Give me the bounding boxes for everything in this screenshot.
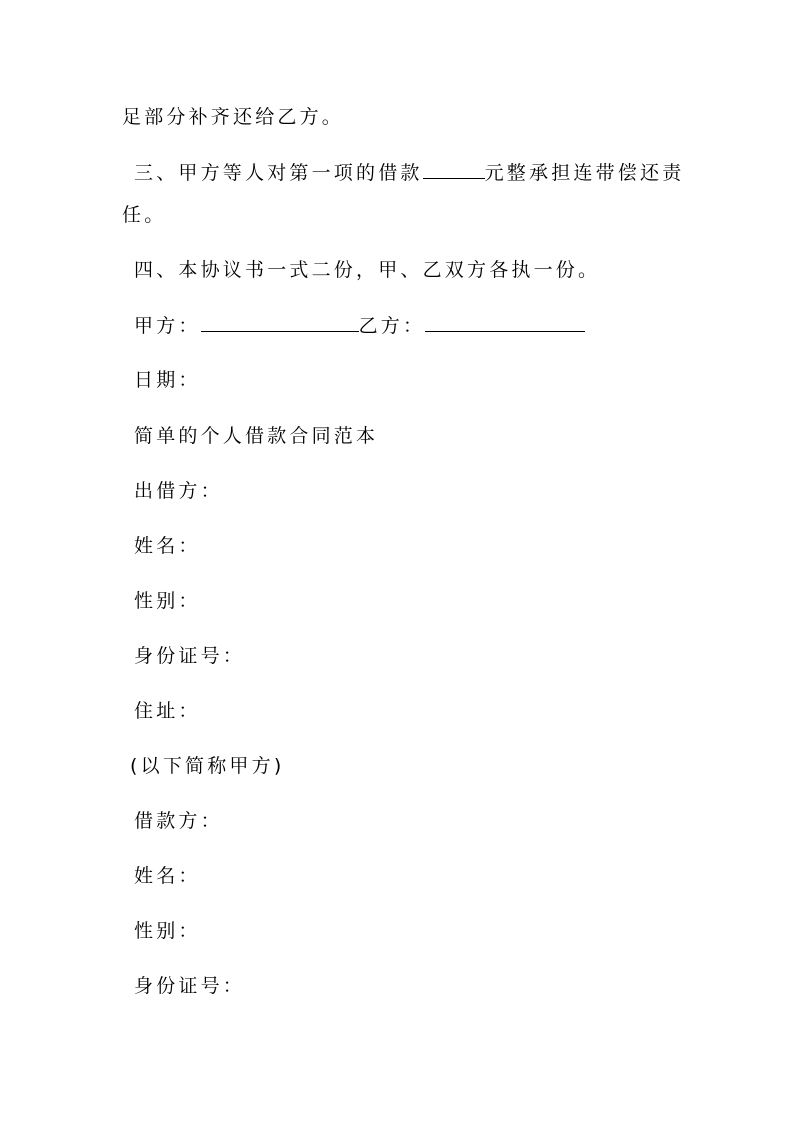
borrower-gender-label: 性别： xyxy=(134,920,201,942)
lender-name-label: 姓名： xyxy=(134,535,201,557)
party-a-label: 甲方： xyxy=(134,315,201,337)
paragraph-continuation: 足部分补齐还给乙方。 xyxy=(122,106,345,128)
signature-line xyxy=(134,313,585,338)
clause-three-text-post: 元整承担连带偿还责 xyxy=(484,162,685,184)
clause-three xyxy=(134,160,684,185)
borrower-id-label: 身份证号： xyxy=(134,975,246,997)
clause-four: 四、本协议书一式二份，甲、乙双方各执一份。 xyxy=(134,259,601,281)
party-a-signature-blank xyxy=(201,313,359,332)
lender-gender-label: 性别： xyxy=(134,590,201,612)
lender-label: 出借方： xyxy=(134,480,223,502)
party-b-signature-blank xyxy=(425,313,585,332)
borrower-name-label: 姓名： xyxy=(134,865,201,887)
clause-three-continuation: 任。 xyxy=(122,204,167,226)
clause-three-text-pre: 三、甲方等人对第一项的借款 xyxy=(134,162,423,184)
lender-address-label: 住址： xyxy=(134,700,201,722)
lender-id-label: 身份证号： xyxy=(134,645,246,667)
date-label: 日期： xyxy=(134,369,201,391)
amount-blank xyxy=(423,160,485,179)
borrower-label: 借款方： xyxy=(134,810,223,832)
party-b-label: 乙方： xyxy=(358,315,426,337)
contract-title: 简单的个人借款合同范本 xyxy=(134,425,379,447)
lender-alias-note: (以下简称甲方) xyxy=(130,755,285,777)
